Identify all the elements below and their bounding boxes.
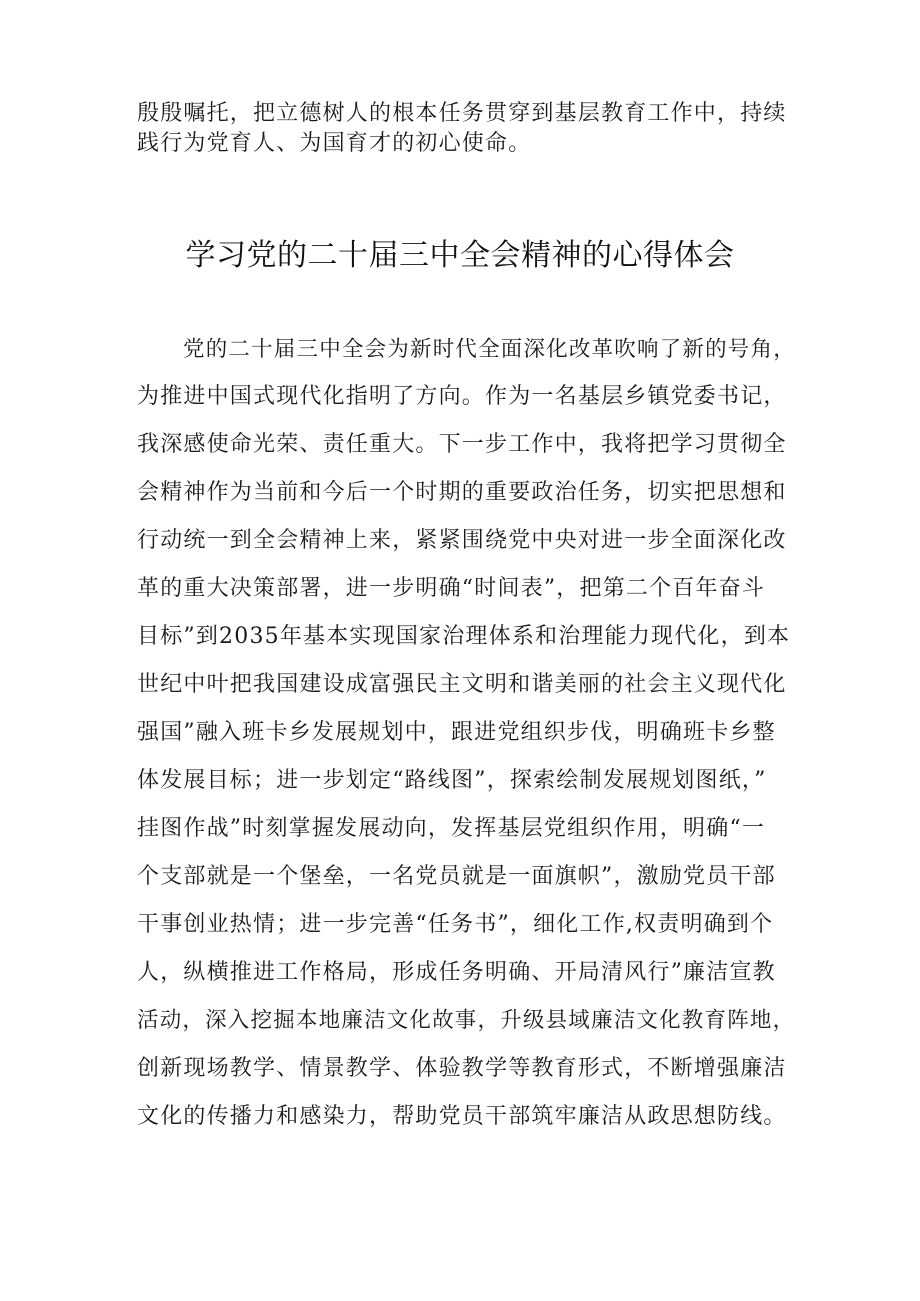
article-title: 学习党的二十届三中全会精神的心得体会	[185, 238, 735, 273]
paragraph-line: 挂图作战”时刻掌握发展动向，发挥基层党组织作用，明确“一	[137, 816, 766, 841]
paragraph-line: 会精神作为当前和今后一个时期的重要政治任务，切实把思想和	[137, 480, 787, 505]
intro-line: 践行为党育人、为国育才的初心使命。	[137, 131, 532, 156]
paragraph-line: 个支部就是一个堡垒，一名党员就是一面旗帜”，激励党员干部	[137, 864, 776, 889]
paragraph-line: 革的重大决策部署，进一步明确“时间表”，把第二个百年奋斗	[137, 576, 766, 601]
paragraph-line: 目标”到2035年基本实现国家治理体系和治理能力现代化，到本	[137, 624, 791, 649]
paragraph-line: 为推进中国式现代化指明了方向。作为一名基层乡镇党委书记，	[137, 384, 787, 409]
intro-line: 殷殷嘱托，把立德树人的根本任务贯穿到基层教育工作中，持续	[137, 101, 787, 126]
paragraph-line: 干事创业热情；进一步完善“任务书”，细化工作,权责明确到个	[137, 912, 774, 937]
paragraph-line: 世纪中叶把我国建设成富强民主文明和谐美丽的社会主义现代化	[137, 672, 787, 697]
paragraph-line: 强国”融入班卡乡发展规划中，跟进党组织步伐，明确班卡乡整	[137, 720, 776, 745]
paragraph-line: 党的二十届三中全会为新时代全面深化改革吹响了新的号角，	[183, 337, 796, 362]
paragraph-line: 创新现场教学、情景教学、体验教学等教育形式，不断增强廉洁	[137, 1056, 787, 1081]
paragraph-line: 人，纵横推进工作格局，形成任务明确、开局清风行”廉洁宣教	[137, 960, 776, 985]
paragraph-line: 体发展目标；进一步划定“路线图”，探索绘制发展规划图纸，”	[137, 768, 767, 793]
paragraph-line: 活动，深入挖掘本地廉洁文化故事，升级县域廉洁文化教育阵地，	[137, 1008, 796, 1033]
paragraph-line: 行动统一到全会精神上来，紧紧围绕党中央对进一步全面深化改	[137, 528, 787, 553]
paragraph-line: 文化的传播力和感染力，帮助党员干部筑牢廉洁从政思想防线。	[137, 1104, 787, 1129]
paragraph-line: 我深感使命光荣、责任重大。下一步工作中，我将把学习贯彻全	[137, 432, 787, 457]
